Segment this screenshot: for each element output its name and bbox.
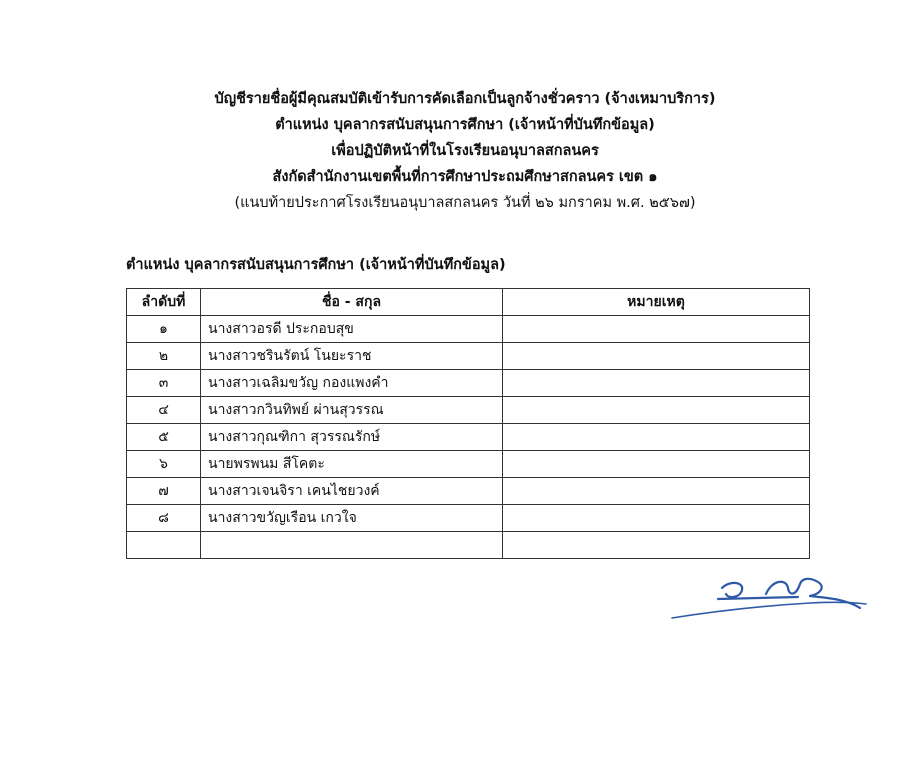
table-header-row [127, 289, 810, 316]
header-title-line-2: ตำแหน่ง บุคลากรสนับสนุนการศึกษา (เจ้าหน้าที่บันทึกข้อมูล) [275, 117, 655, 133]
row-order: ๗ [127, 478, 201, 505]
column-header-name: ชื่อ - สกุล [201, 289, 503, 316]
header-attachment-note: (แนบท้ายประกาศโรงเรียนอนุบาลสกลนคร วันที่ ๒๖ มกราคม พ.ศ. ๒๕๖๗) [234, 195, 696, 211]
table-row [127, 343, 810, 370]
row-note [503, 478, 810, 505]
table-row [127, 424, 810, 451]
row-note [503, 343, 810, 370]
row-name: นางสาวขวัญเรือน เกวใจ [201, 505, 503, 532]
row-order: ๕ [127, 424, 201, 451]
row-note [503, 316, 810, 343]
row-name: นางสาวเจนจิรา เคนไชยวงค์ [201, 478, 503, 505]
handwritten-signature [670, 572, 870, 622]
column-header-order: ลำดับที่ [127, 289, 201, 316]
row-name: นางสาวอรดี ประกอบสุข [201, 316, 503, 343]
row-note [503, 424, 810, 451]
row-order [127, 532, 201, 559]
row-order: ๘ [127, 505, 201, 532]
table-row [127, 397, 810, 424]
table-row-empty [127, 532, 810, 559]
row-note [503, 370, 810, 397]
row-order: ๖ [127, 451, 201, 478]
section-title: ตำแหน่ง บุคลากรสนับสนุนการศึกษา (เจ้าหน้าที่บันทึกข้อมูล) [126, 257, 506, 273]
column-header-note: หมายเหตุ [503, 289, 810, 316]
row-name: นายพรพนม สีโคตะ [201, 451, 503, 478]
table-row [127, 370, 810, 397]
row-name: นางสาวกุณฑิกา สุวรรณรักษ์ [201, 424, 503, 451]
row-note [503, 397, 810, 424]
signature-strokes [672, 579, 866, 618]
candidate-table [126, 288, 810, 559]
row-name: นางสาวเฉลิมขวัญ กองแพงคำ [201, 370, 503, 397]
row-name [201, 532, 503, 559]
header-title-line-1: บัญชีรายชื่อผู้มีคุณสมบัติเข้ารับการคัดเลือกเป็นลูกจ้างชั่วคราว (จ้างเหมาบริการ) [214, 91, 716, 107]
row-order: ๔ [127, 397, 201, 424]
table-row [127, 451, 810, 478]
header-title-line-4: สังกัดสำนักงานเขตพื้นที่การศึกษาประถมศึกษาสกลนคร เขต ๑ [272, 169, 658, 185]
row-note [503, 505, 810, 532]
signature-stroke-underline [672, 602, 866, 618]
row-note [503, 532, 810, 559]
row-order: ๒ [127, 343, 201, 370]
row-order: ๓ [127, 370, 201, 397]
table-row [127, 478, 810, 505]
header-title-line-3: เพื่อปฏิบัติหน้าที่ในโรงเรียนอนุบาลสกลนคร [331, 143, 599, 159]
table-row [127, 505, 810, 532]
row-note [503, 451, 810, 478]
row-order: ๑ [127, 316, 201, 343]
row-name: นางสาวกวินทิพย์ ผ่านสุวรรณ [201, 397, 503, 424]
table-row [127, 316, 810, 343]
row-name: นางสาวชรินรัตน์ โนยะราช [201, 343, 503, 370]
document-header [0, 86, 900, 216]
